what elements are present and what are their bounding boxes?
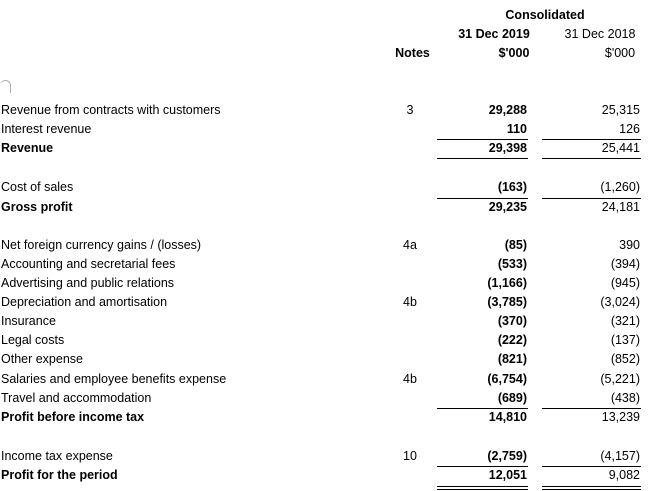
value-2019: (222) xyxy=(497,333,527,347)
value-2019: 29,288 xyxy=(488,103,527,117)
value-2019: (1,166) xyxy=(487,276,527,290)
row-note: 3 xyxy=(406,103,414,117)
table-row xyxy=(0,370,667,389)
value-2019: 12,051 xyxy=(488,468,527,482)
subtotal-rule-2019 xyxy=(437,466,528,467)
double-rule-2019 xyxy=(437,486,528,490)
table-row xyxy=(0,178,667,197)
value-2019: (370) xyxy=(497,314,527,328)
value-2018: 25,441 xyxy=(601,141,640,155)
col-2018-unit: $'000 xyxy=(604,46,636,60)
table-row xyxy=(0,293,667,312)
row-label: Cost of sales xyxy=(1,180,74,194)
notes-heading: Notes xyxy=(395,46,430,60)
row-label: Profit for the period xyxy=(1,468,118,482)
table-row xyxy=(0,139,667,158)
value-2019: (689) xyxy=(497,391,527,405)
table-row xyxy=(0,101,667,120)
row-label: Revenue from contracts with customers xyxy=(1,103,221,117)
value-2018: (438) xyxy=(610,391,640,405)
total-rule-2019 xyxy=(437,158,528,159)
row-label: Insurance xyxy=(1,314,56,328)
table-row xyxy=(0,331,667,350)
row-note: 4b xyxy=(403,372,417,386)
col-2018-date: 31 Dec 2018 xyxy=(564,27,636,41)
table-row xyxy=(0,408,667,427)
value-2019: (85) xyxy=(504,238,527,252)
value-2018: (3,024) xyxy=(600,295,640,309)
value-2018: (137) xyxy=(610,333,640,347)
table-row xyxy=(0,198,667,217)
subtotal-rule-2018 xyxy=(542,408,641,409)
double-rule-2018 xyxy=(542,486,641,490)
value-2018: (945) xyxy=(610,276,640,290)
row-label: Income tax expense xyxy=(1,449,113,463)
subtotal-rule-2018 xyxy=(542,466,641,467)
col-2019-date: 31 Dec 2019 xyxy=(458,27,530,41)
value-2019: 14,810 xyxy=(488,410,527,424)
total-rule-2018 xyxy=(542,158,641,159)
value-2019: (3,785) xyxy=(487,295,527,309)
col-2019-unit: $'000 xyxy=(498,46,530,60)
row-label: Advertising and public relations xyxy=(1,276,175,290)
value-2018: (4,157) xyxy=(600,449,640,463)
table-row xyxy=(0,389,667,408)
row-label: Legal costs xyxy=(1,333,65,347)
row-label: Revenue xyxy=(1,141,54,155)
value-2018: 9,082 xyxy=(608,468,640,482)
row-label: Interest revenue xyxy=(1,122,92,136)
value-2019: 29,235 xyxy=(488,200,527,214)
table-row xyxy=(0,350,667,369)
table-row xyxy=(0,236,667,255)
table-row xyxy=(0,447,667,466)
row-label: Other expense xyxy=(1,352,83,366)
value-2018: (5,221) xyxy=(600,372,640,386)
row-label: Net foreign currency gains / (losses) xyxy=(1,238,202,252)
value-2018: 24,181 xyxy=(601,200,640,214)
value-2019: (2,759) xyxy=(487,449,527,463)
row-label: Gross profit xyxy=(1,200,73,214)
row-label: Travel and accommodation xyxy=(1,391,152,405)
value-2019: (6,754) xyxy=(487,372,527,386)
table-row xyxy=(0,255,667,274)
row-note: 4a xyxy=(403,238,417,252)
row-label: Profit before income tax xyxy=(1,410,145,424)
table-row xyxy=(0,466,667,485)
table-row xyxy=(0,120,667,139)
subtotal-rule-2019 xyxy=(437,408,528,409)
row-note: 10 xyxy=(403,449,417,463)
value-2019: (163) xyxy=(497,180,527,194)
value-2019: (821) xyxy=(497,352,527,366)
value-2018: (321) xyxy=(610,314,640,328)
row-label: Depreciation and amortisation xyxy=(1,295,168,309)
subtotal-rule-2019 xyxy=(437,198,528,199)
value-2018: 390 xyxy=(619,238,640,252)
value-2018: 25,315 xyxy=(601,103,640,117)
row-note: 4b xyxy=(403,295,417,309)
table-row xyxy=(0,274,667,293)
page-corner-mark xyxy=(0,80,11,93)
consolidated-heading: Consolidated xyxy=(505,8,585,22)
value-2018: (394) xyxy=(610,257,640,271)
value-2018: (1,260) xyxy=(600,180,640,194)
value-2018: 126 xyxy=(619,122,640,136)
subtotal-rule-2019 xyxy=(437,139,528,140)
value-2019: 110 xyxy=(506,122,527,136)
value-2019: 29,398 xyxy=(488,141,527,155)
value-2018: (852) xyxy=(610,352,640,366)
row-label: Accounting and secretarial fees xyxy=(1,257,176,271)
value-2019: (533) xyxy=(497,257,527,271)
row-label: Salaries and employee benefits expense xyxy=(1,372,227,386)
value-2018: 13,239 xyxy=(601,410,640,424)
table-row xyxy=(0,312,667,331)
subtotal-rule-2018 xyxy=(542,198,641,199)
subtotal-rule-2018 xyxy=(542,139,641,140)
